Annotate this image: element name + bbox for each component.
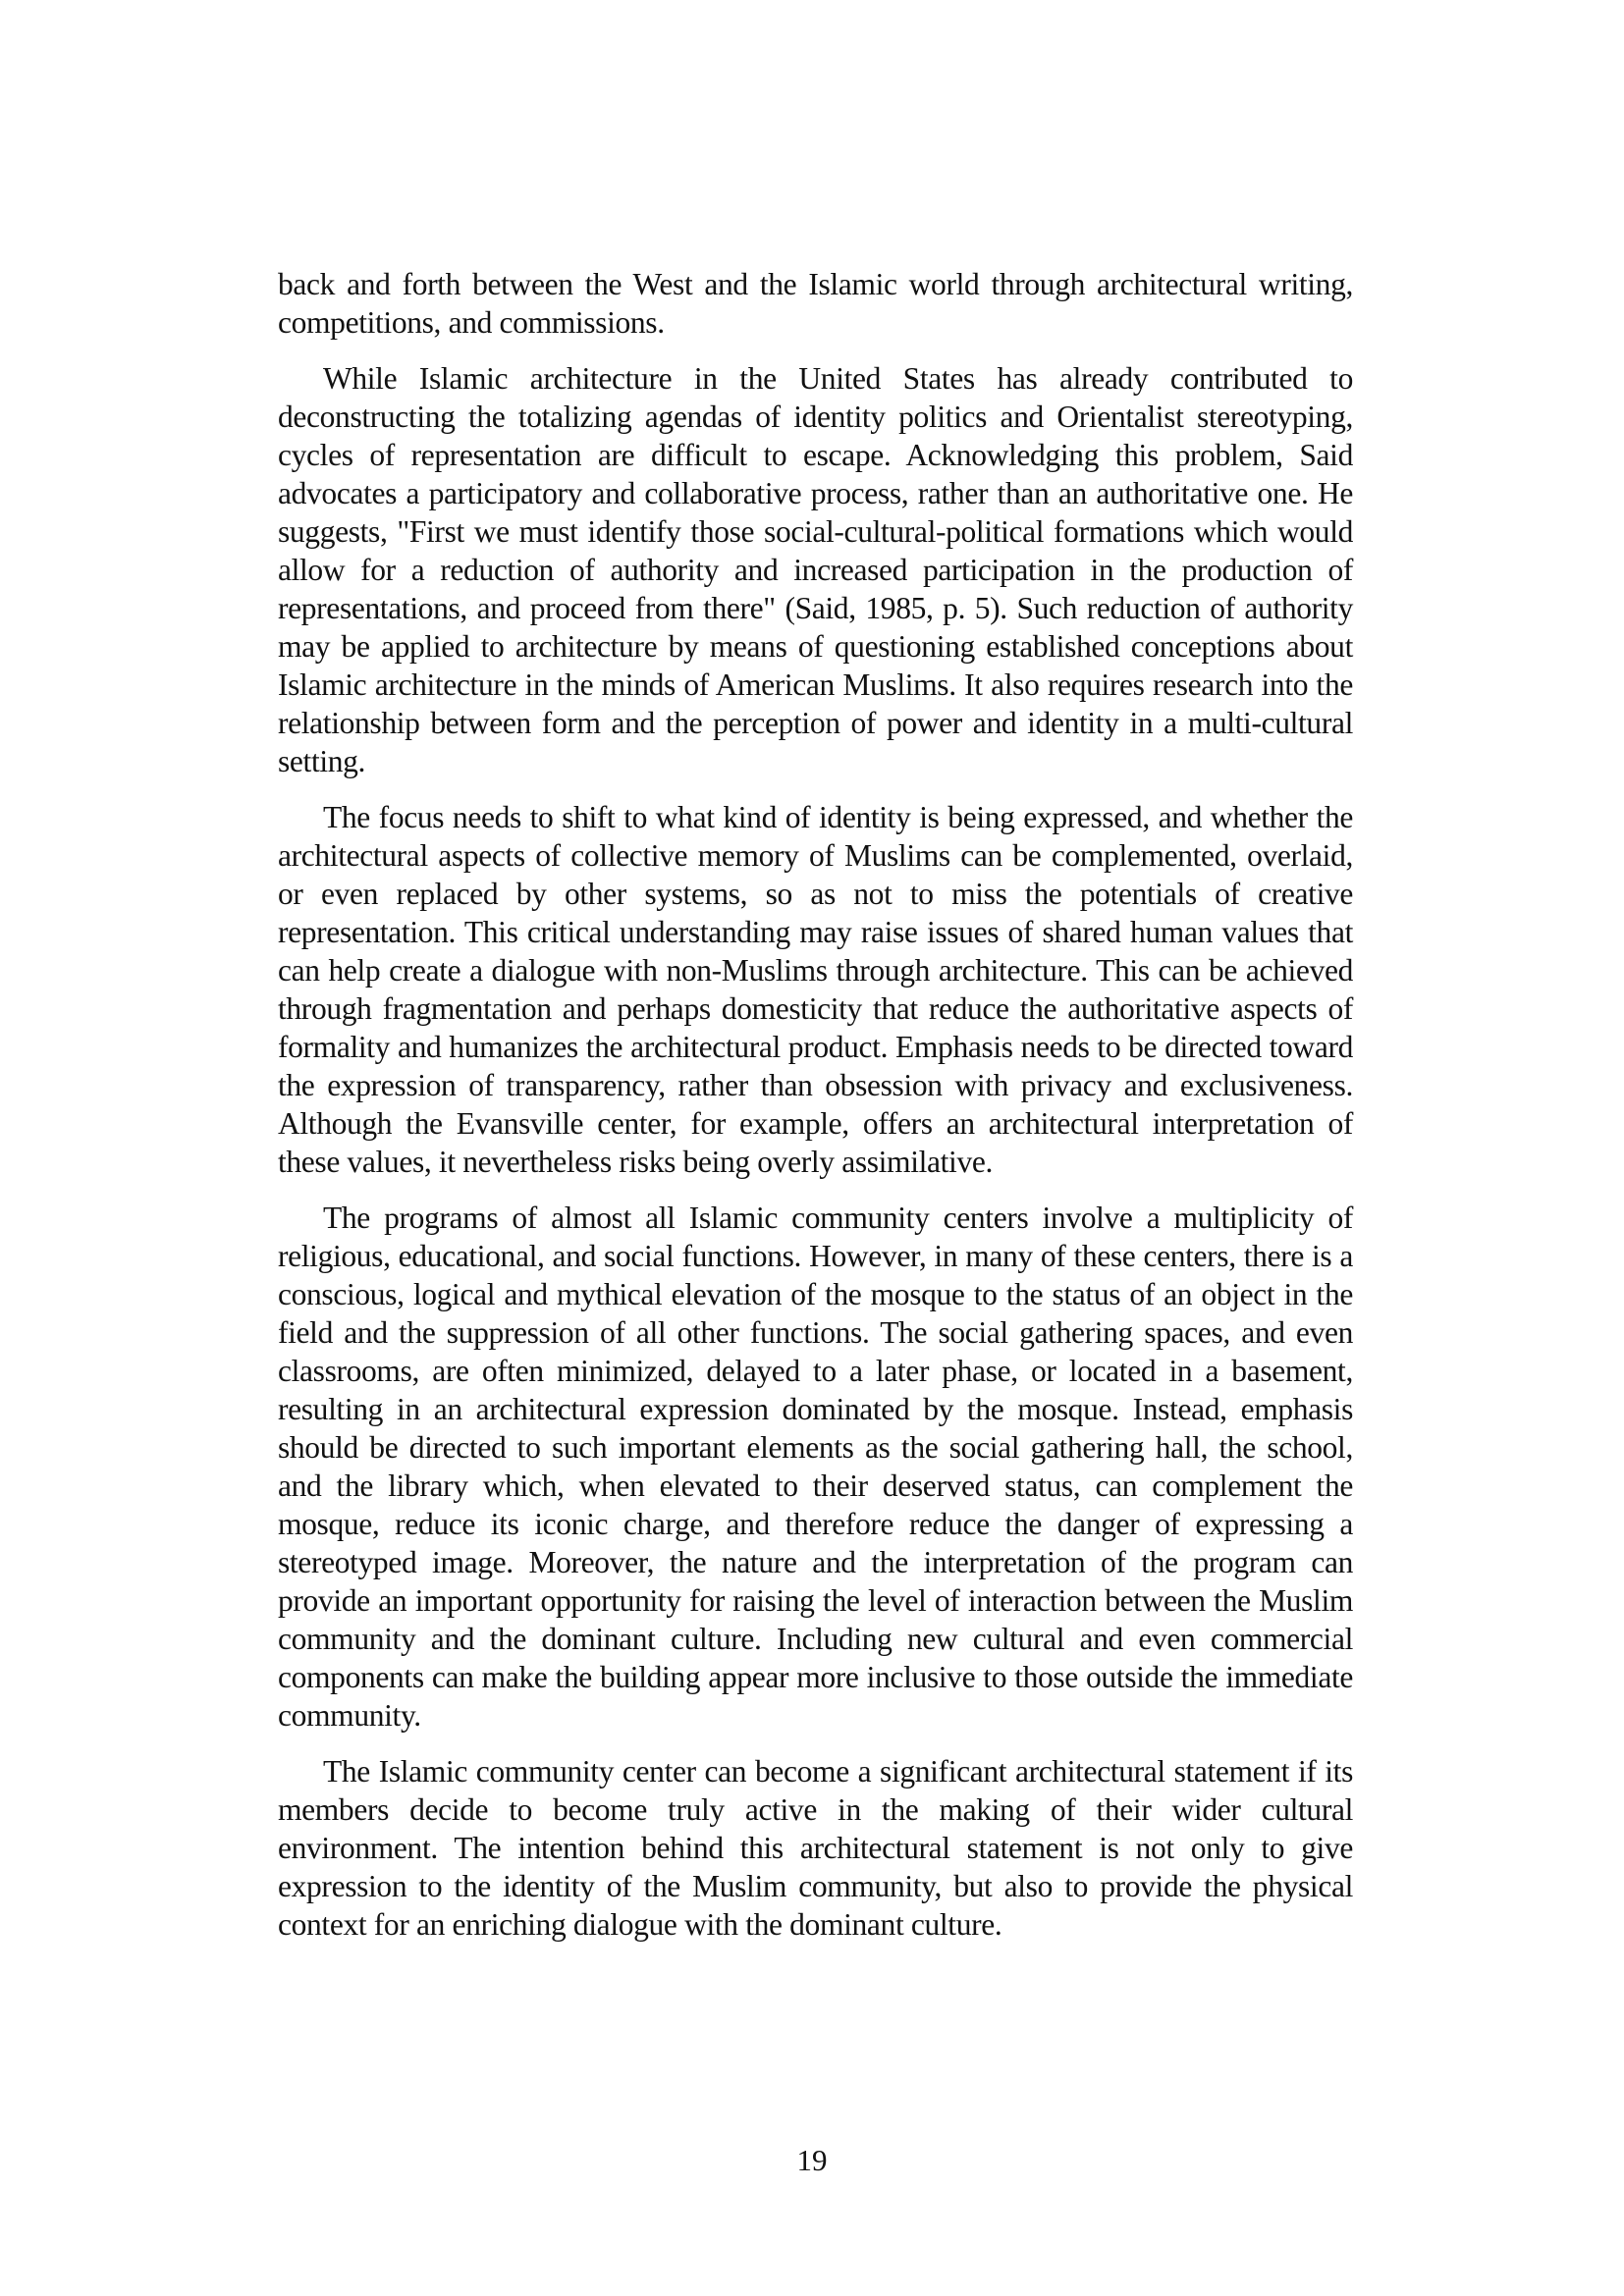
page-number: 19 (796, 2143, 828, 2177)
paragraph-said-participatory-process: While Islamic architecture in the United States has already contributed to deconstructing the totalizing agendas of identity politics and Orientalist stereotyping, cycles of representation are difficult to escape. Acknowledging this problem, Said advocates a participatory and collaborative process, rather than an authoritative one. He suggests, "First we must identify those social-cultural-political formations which would allow for a reduction of authority and increased participation in the production of representations, and proceed from there" (Said, 1985, p. 5). Such reduction of authority may be applied to architecture by means of questioning established conceptions about Islamic architecture in the minds of American Muslims. It also requires research into the relationship between form and the perception of power and identity in a multi-cultural setting. (278, 361, 1353, 778)
paragraph-identity-expression: The focus needs to shift to what kind of identity is being expressed, and whether the architectural aspects of collective memory of Muslims can be complemented, overlaid, or even replaced by other systems, so as not to miss the potentials of creative representation. This critical understanding may raise issues of shared human values that can help create a dialogue with non-Muslims through architecture. This can be achieved through fragmentation and perhaps domesticity that reduce the authoritative aspects of formality and humanizes the architectural product. Emphasis needs to be directed toward the expression of transparency, rather than obsession with privacy and exclusiveness. Although the Evansville center, for example, offers an architectural interpretation of these values, it nevertheless risks being overly assimilative. (278, 800, 1353, 1179)
document-body (278, 265, 1353, 1961)
paragraph-continued: back and forth between the West and the Islamic world through architectural writing, competitions, and commissions. (278, 267, 1353, 340)
paragraph-architectural-statement: The Islamic community center can become a significant architectural statement if its members decide to become truly active in the making of their wider cultural environment. The intention behind this architectural statement is not only to give expression to the identity of the Muslim community, but also to provide the physical context for an enriching dialogue with the dominant culture. (278, 1754, 1353, 1942)
paragraph-community-center-programs: The programs of almost all Islamic community centers involve a multiplicity of religious, educational, and social functions. However, in many of these centers, there is a conscious, logical and mythical elevation of the mosque to the status of an object in the field and the suppression of all other functions. The social gathering spaces, and even classrooms, are often minimized, delayed to a later phase, or located in a basement, resulting in an architectural expression dominated by the mosque. Instead, emphasis should be directed to such important elements as the social gathering hall, the school, and the library which, when elevated to their deserved status, can complement the mosque, reduce its iconic charge, and therefore reduce the danger of expressing a stereotyped image. Moreover, the nature and the interpretation of the program can provide an important opportunity for raising the level of interaction between the Muslim community and the dominant culture. Including new cultural and even commercial components can make the building appear more inclusive to those outside the immediate community. (278, 1201, 1353, 1733)
